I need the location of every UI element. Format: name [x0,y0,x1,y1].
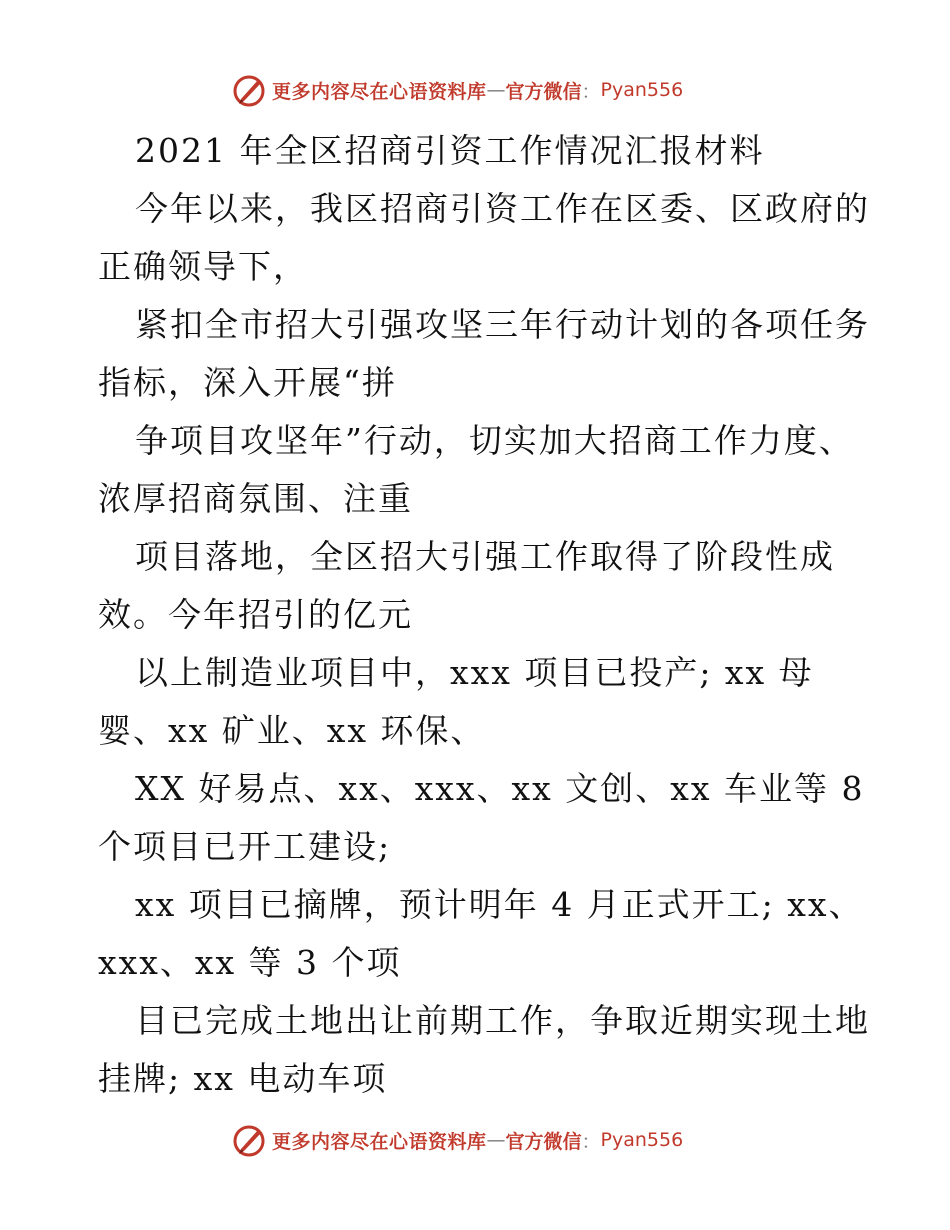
banner-separator: — [486,79,506,101]
text-line: 目已完成土地出让前期工作，争取近期实现土地 [135,1001,870,1040]
banner-wechat-label: 官方微信 [505,1130,582,1153]
text-line: xx 项目已摘牌，预计明年 4 月正式开工; xx、 [135,885,864,924]
text-line: 争项目攻坚年”行动，切实加大招商工作力度、 [135,421,854,460]
text-line: 个项目已开工建设; [98,827,392,866]
banner-separator: — [486,1129,506,1151]
banner-main-text: 更多内容尽在心语资料库 [272,80,487,103]
document-title: 2021 年全区招商引资工作情况汇报材料 [135,131,765,170]
banner-main-text: 更多内容尽在心语资料库 [272,1130,487,1153]
text-line: 以上制造业项目中，xxx 项目已投产; xx 母 [135,653,814,692]
pen-logo-icon [232,1123,266,1157]
text-line: 项目落地，全区招大引强工作取得了阶段性成 [135,537,835,576]
document-body [98,122,888,1108]
footer-watermark-banner [232,1122,683,1158]
text-line: 婴、xx 矿业、xx 环保、 [98,711,486,750]
text-line: 正确领导下， [98,247,308,286]
text-line: 挂牌; xx 电动车项 [98,1059,388,1098]
banner-wechat-id: Pyan556 [600,1129,684,1151]
banner-colon: ： [581,1130,601,1153]
text-line: 今年以来，我区招商引资工作在区委、区政府的 [135,189,870,228]
text-line: XX 好易点、xx、xxx、xx 文创、xx 车业等 8 [135,769,865,808]
banner-wechat-id: Pyan556 [600,79,684,101]
banner-wechat-label: 官方微信 [505,80,582,103]
text-line: 紧扣全市招大引强攻坚三年行动计划的各项任务 [135,305,870,344]
pen-logo-icon [232,73,266,107]
banner-colon: ： [581,80,601,103]
text-line: 效。今年招引的亿元 [98,595,413,634]
text-line: 浓厚招商氛围、注重 [98,479,413,518]
text-line: xxx、xx 等 3 个项 [98,943,402,982]
text-line: 指标，深入开展“拼 [98,363,397,402]
header-watermark-banner [232,72,683,108]
